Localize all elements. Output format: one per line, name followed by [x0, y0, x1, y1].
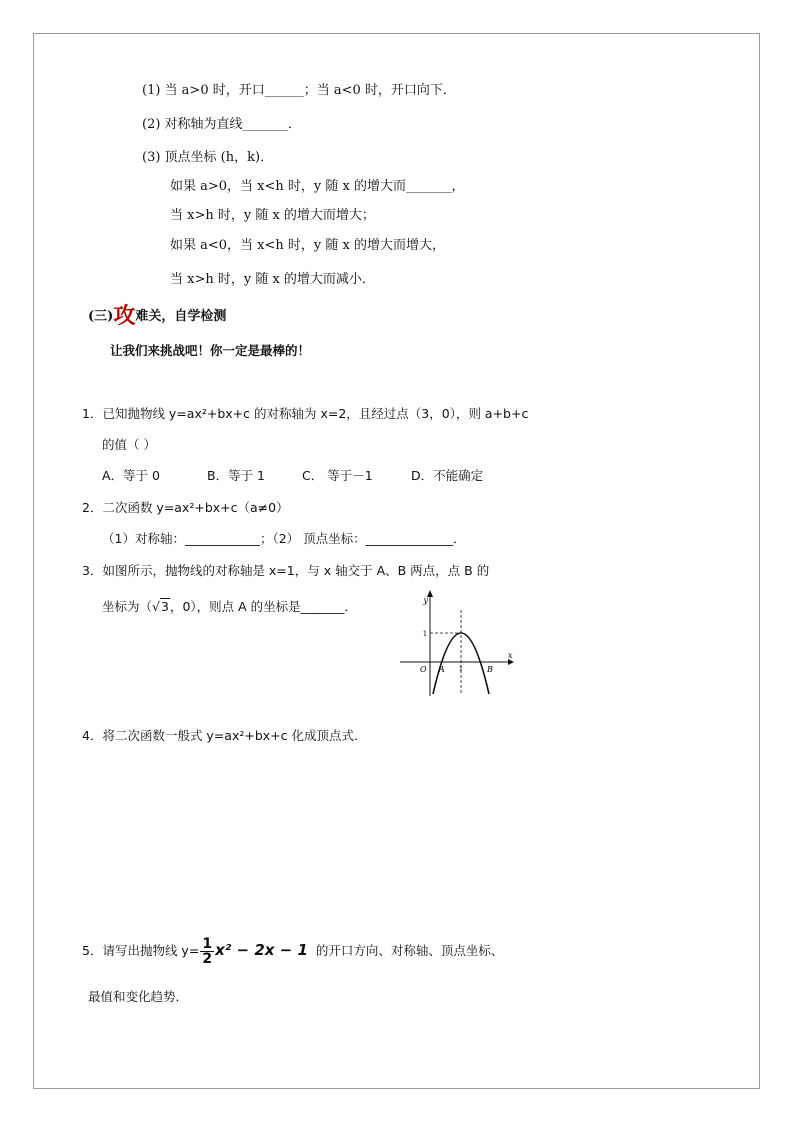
q4-stem: 4．将二次函数一般式 y=ax²+bx+c 化成顶点式．	[82, 728, 367, 743]
tick-y-1: 1	[422, 630, 428, 638]
q5-stem-cont: 最值和变化趋势．	[88, 989, 189, 1004]
q1-stem-cont: 的值（ ）	[102, 437, 156, 452]
section3-motto: 让我们来挑战吧！你一定是最棒的！	[110, 343, 311, 358]
property-opening: (1) 当 a>0 时，开口______；当 a<0 时，开口向下．	[142, 83, 456, 98]
property-monotone-2: 当 x>h 时，y 随 x 的增大而增大；	[170, 208, 375, 223]
tick-x-1: 1	[458, 665, 464, 673]
property-monotone-4: 当 x>h 时，y 随 x 的增大而减小．	[170, 272, 375, 287]
q3-stem-cont: 坐标为（√3，0），则点 A 的坐标是_______．	[102, 599, 357, 614]
x-label: x	[508, 651, 513, 660]
section3-heading	[88, 303, 227, 329]
section3-prefix: (三)	[88, 309, 114, 324]
q1-option-b: B．等于 1	[207, 468, 266, 483]
q2-blanks: （1）对称轴：____________；（2） 顶点坐标：______________．	[102, 531, 466, 546]
q3-stem: 3．如图所示，抛物线的对称轴是 x=1，与 x 轴交于 A、B 两点，点 B 的	[82, 563, 490, 578]
property-monotone-3: 如果 a<0，当 x<h 时，y 随 x 的增大而增大，	[170, 238, 445, 253]
point-a-label: A	[439, 665, 445, 674]
sqrt-expression: √3	[152, 599, 169, 614]
q1-option-a: A．等于 0	[102, 468, 160, 483]
q5-expression: x² − 2x − 1	[215, 941, 308, 959]
q1-option-c: C． 等于－1	[302, 468, 373, 483]
origin-label: O	[420, 665, 427, 674]
property-axis: (2) 对称轴为直线_______．	[142, 117, 302, 132]
y-label: y	[423, 596, 428, 605]
property-monotone-1: 如果 a>0，当 x<h 时，y 随 x 的增大而_______，	[170, 179, 465, 194]
q2-stem: 2．二次函数 y=ax²+bx+c（a≠0）	[82, 500, 289, 515]
section3-rest: 难关，自学检测	[135, 309, 227, 324]
q1-option-d: D．不能确定	[411, 468, 484, 483]
q5-stem: 5．请写出抛物线 y= $\frac{1}{2}$ x² − 2x − 1 的开口方向、对称轴、顶点坐标、	[82, 936, 504, 967]
fraction-one-half: $\frac{1}{2}$	[202, 936, 213, 967]
parabola-figure	[398, 588, 518, 698]
property-vertex: (3) 顶点坐标 (h，k)．	[142, 150, 274, 165]
point-b-label: B	[487, 665, 493, 674]
q1-stem: 1．已知抛物线 y=ax²+bx+c 的对称轴为 x=2，且经过点（3，0），则 a+b+c	[82, 406, 529, 421]
section3-big-char: 攻	[113, 303, 136, 329]
